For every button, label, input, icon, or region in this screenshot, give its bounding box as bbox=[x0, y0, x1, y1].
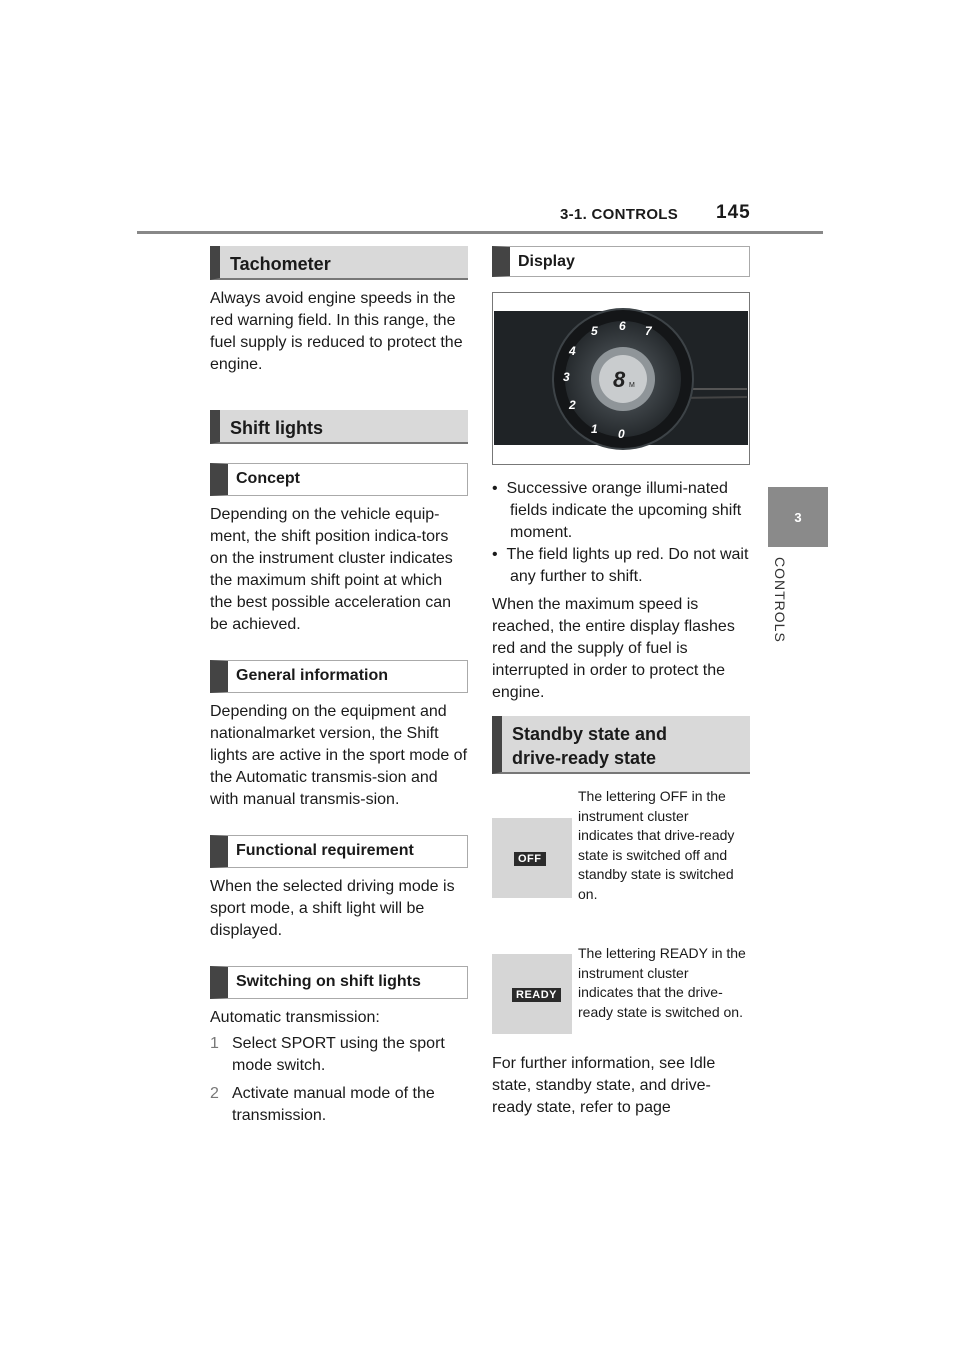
switching-on-heading: Switching on shift lights bbox=[210, 966, 468, 999]
automatic-label: Automatic transmission: bbox=[210, 1009, 380, 1026]
instrument-cluster-image bbox=[492, 292, 750, 465]
gauge-number: 2 bbox=[569, 398, 576, 412]
concept-text: Depending on the vehicle equip-ment, the shift position indica-tors on the instrument cluster indicates the maximum shift point at which the best possible acceleration can be achieved. bbox=[210, 506, 453, 633]
header-rule bbox=[137, 231, 823, 234]
shift-lights-heading: Shift lights bbox=[210, 410, 468, 444]
general-information-text: Depending on the equipment and nationalmarket version, the Shift lights are active in the sport mode of the Automatic transmis-sion and with manual transmis-sion. bbox=[210, 703, 468, 808]
tachometer-heading: Tachometer bbox=[210, 246, 468, 280]
standby-heading bbox=[492, 716, 750, 774]
standby-heading-line1: Standby state and bbox=[512, 724, 668, 744]
gauge-number: 1 bbox=[591, 422, 598, 436]
functional-requirement-heading: Functional requirement bbox=[210, 835, 468, 868]
general-information-heading: General information bbox=[210, 660, 468, 693]
functional-requirement-text: When the selected driving mode is sport mode, a shift light will be displayed. bbox=[210, 878, 455, 939]
ready-badge: READY bbox=[512, 988, 561, 1002]
step-2: 2 Activate manual mode of the transmission. bbox=[210, 1085, 435, 1124]
gauge-number: 7 bbox=[645, 324, 652, 338]
step-1: 1 Select SPORT using the sport mode switch. bbox=[210, 1035, 445, 1074]
gear-mode-indicator: M bbox=[629, 382, 635, 389]
max-speed-text: When the maximum speed is reached, the entire display flashes red and the supply of fuel is interrupted in order to protect the engine. bbox=[492, 596, 735, 701]
gear-indicator: 8 bbox=[613, 367, 626, 392]
ready-indicator-image bbox=[492, 954, 572, 1034]
left-column bbox=[210, 246, 468, 1127]
gauge-number: 6 bbox=[619, 319, 626, 333]
display-heading: Display bbox=[492, 246, 750, 277]
right-column bbox=[492, 478, 750, 704]
gauge-number: 4 bbox=[569, 344, 576, 358]
ready-description: The lettering READY in the instrument cluster indicates that the drive-ready state is switched on. bbox=[578, 945, 746, 1020]
section-title: 3-1. CONTROLS bbox=[560, 206, 679, 223]
chapter-number: 3 bbox=[794, 509, 802, 525]
gauge-number: 0 bbox=[618, 427, 625, 441]
gauge-number: 3 bbox=[563, 370, 570, 384]
page-number: 145 bbox=[716, 202, 751, 223]
off-badge: OFF bbox=[514, 852, 546, 866]
off-indicator-image bbox=[492, 818, 572, 898]
tachometer-text: Always avoid engine speeds in the red warning field. In this range, the fuel supply is reduced to protect the engine. bbox=[210, 290, 463, 373]
bullet-1: • Successive orange illumi-nated fields indicate the upcoming shift moment. bbox=[492, 480, 742, 541]
bullet-2: • The field lights up red. Do not wait any further to shift. bbox=[492, 546, 749, 585]
off-description: The lettering OFF in the instrument cluster indicates that drive-ready state is switched off and standby state is switched on. bbox=[578, 788, 735, 902]
standby-heading-line2: drive-ready state bbox=[512, 748, 657, 768]
further-info bbox=[492, 1053, 750, 1119]
further-info-text: For further information, see Idle state, standby state, and drive-ready state, refer to page bbox=[492, 1055, 716, 1116]
concept-heading: Concept bbox=[210, 463, 468, 496]
instrument-cluster-graphic bbox=[493, 293, 749, 464]
gauge-number: 5 bbox=[591, 324, 598, 338]
chapter-tab bbox=[768, 487, 828, 547]
chapter-label: CONTROLS bbox=[772, 557, 788, 643]
